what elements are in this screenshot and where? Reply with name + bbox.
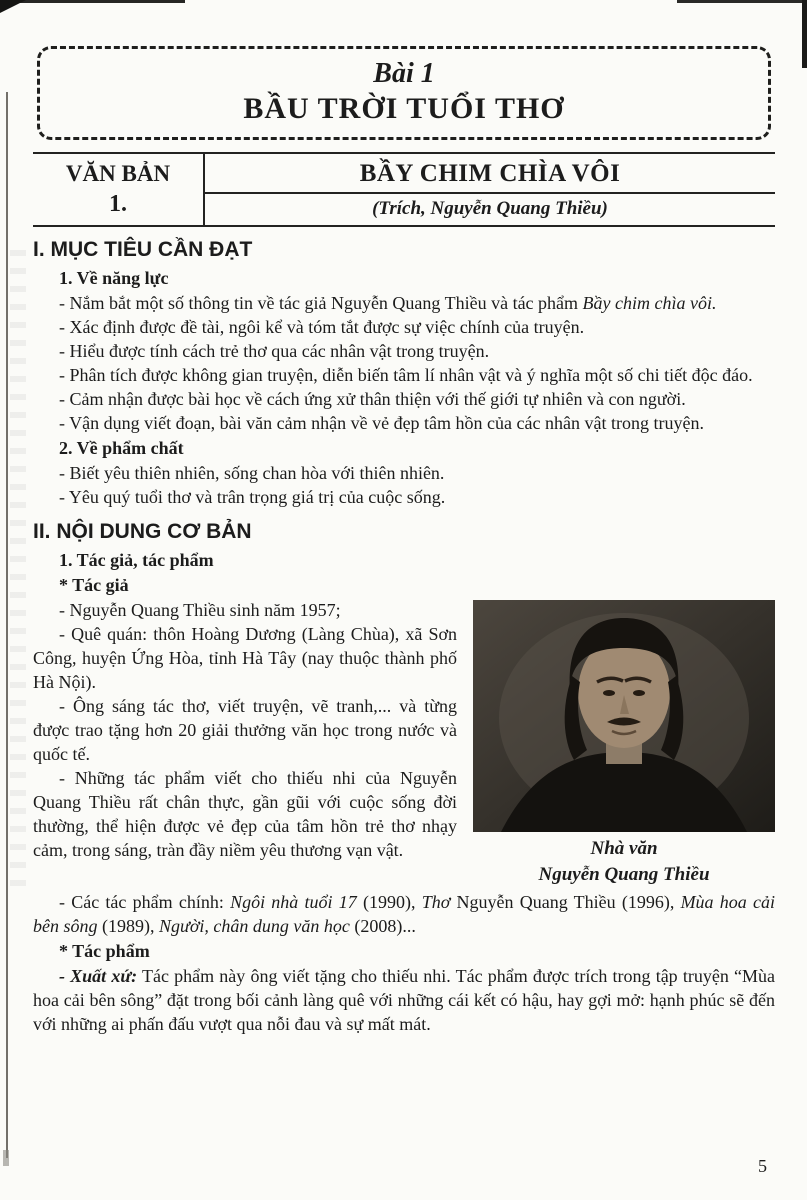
objective-item: - Phân tích được không gian truyện, diễn biến tâm lí nhân vật và ý nghĩa một số chi tiết độc đáo.	[59, 365, 753, 385]
objective-item: - Hiểu được tính cách trẻ thơ qua các nhân vật trong truyện.	[59, 341, 490, 361]
author-works-item: - Các tác phẩm chính: Ngôi nhà tuổi 17 (1990), Thơ Nguyễn Quang Thiều (1996), Mùa hoa cải bên sông (1989), Người, chân dung văn học (2008)...	[33, 892, 775, 936]
objective-item: - Nắm bắt một số thông tin về tác giả Nguyễn Quang Thiều và tác phẩm Bầy chim chìa vôi.	[59, 293, 717, 313]
work-origin-item: - Xuất xứ: Tác phẩm này ông viết tặng cho thiếu nhi. Tác phẩm được trích trong tập truyện “Mùa hoa cải bên sông” đặt trong bối cảnh làng quê với những cái kết có hậu, hay gợi mở: hạnh phúc sẽ đến với những ai phấn đấu vượt qua nỗi đau và sự mất mát.	[33, 966, 775, 1034]
document-header	[33, 152, 775, 227]
document-kind-label: VĂN BẢN	[65, 161, 171, 186]
author-photo-block	[473, 600, 775, 888]
scan-artifact-bottom-left	[3, 1150, 9, 1166]
subheading-tac-gia: * Tác giả	[59, 575, 129, 595]
document-attribution: (Trích, Nguyễn Quang Thiều)	[372, 198, 608, 219]
document-title: BẦY CHIM CHÌA VÔI	[205, 154, 775, 194]
lesson-title: BẦU TRỜI TUỔI THƠ	[243, 92, 565, 125]
photo-caption-line1: Nhà văn	[590, 838, 658, 859]
author-fact-item: - Ông sáng tác thơ, viết truyện, vẽ tranh,... và từng được trao tặng hơn 20 giải thưởng văn học trong nước và quốc tế.	[33, 696, 457, 764]
subheading-tac-pham: * Tác phẩm	[59, 941, 150, 961]
section-ii-heading: II. NỘI DUNG CƠ BẢN	[33, 520, 252, 543]
objective-item: - Xác định được đề tài, ngôi kể và tóm tắt được sự việc chính của truyện.	[59, 317, 585, 337]
lesson-title-box	[37, 46, 771, 140]
objective-item: - Cảm nhận được bài học về cách ứng xử thân thiện với thế giới tự nhiên và con người.	[59, 389, 686, 409]
objective-item: - Vận dụng viết đoạn, bài văn cảm nhận về vẻ đẹp tâm hồn của các nhân vật trong truyện.	[59, 413, 704, 433]
lesson-number-label: Bài 1	[373, 58, 435, 89]
author-fact-item: - Quê quán: thôn Hoàng Dương (Làng Chùa), xã Sơn Công, huyện Ứng Hòa, tỉnh Hà Tây (nay thuộc thành phố Hà Nội).	[33, 624, 457, 692]
author-fact-item: - Nguyễn Quang Thiều sinh năm 1957;	[59, 600, 341, 620]
page-number: 5	[758, 1156, 767, 1176]
section-i-heading: I. MỤC TIÊU CẦN ĐẠT	[33, 238, 253, 261]
quality-item: - Biết yêu thiên nhiên, sống chan hòa với thiên nhiên.	[59, 463, 445, 483]
subheading-tac-gia-tac-pham: 1. Tác giả, tác phẩm	[59, 550, 214, 570]
document-title-cell	[205, 154, 775, 225]
document-kind-cell	[33, 154, 205, 225]
document-number: 1.	[109, 191, 127, 217]
subheading-nang-luc: 1. Về năng lực	[59, 268, 169, 288]
author-photo	[473, 600, 775, 832]
quality-item: - Yêu quý tuổi thơ và trân trọng giá trị của cuộc sống.	[59, 487, 446, 507]
author-fact-item: - Những tác phẩm viết cho thiếu nhi của Nguyễn Quang Thiều rất chân thực, gần gũi với cuộc sống đời thường, thể hiện được vẻ đẹp của tâm hồn trẻ thơ nhạy cảm, trong sáng, tràn đầy niềm yêu thương vạn vật.	[33, 768, 457, 860]
subheading-pham-chat: 2. Về phẩm chất	[59, 438, 184, 458]
photo-caption-line2: Nguyễn Quang Thiều	[538, 864, 710, 885]
